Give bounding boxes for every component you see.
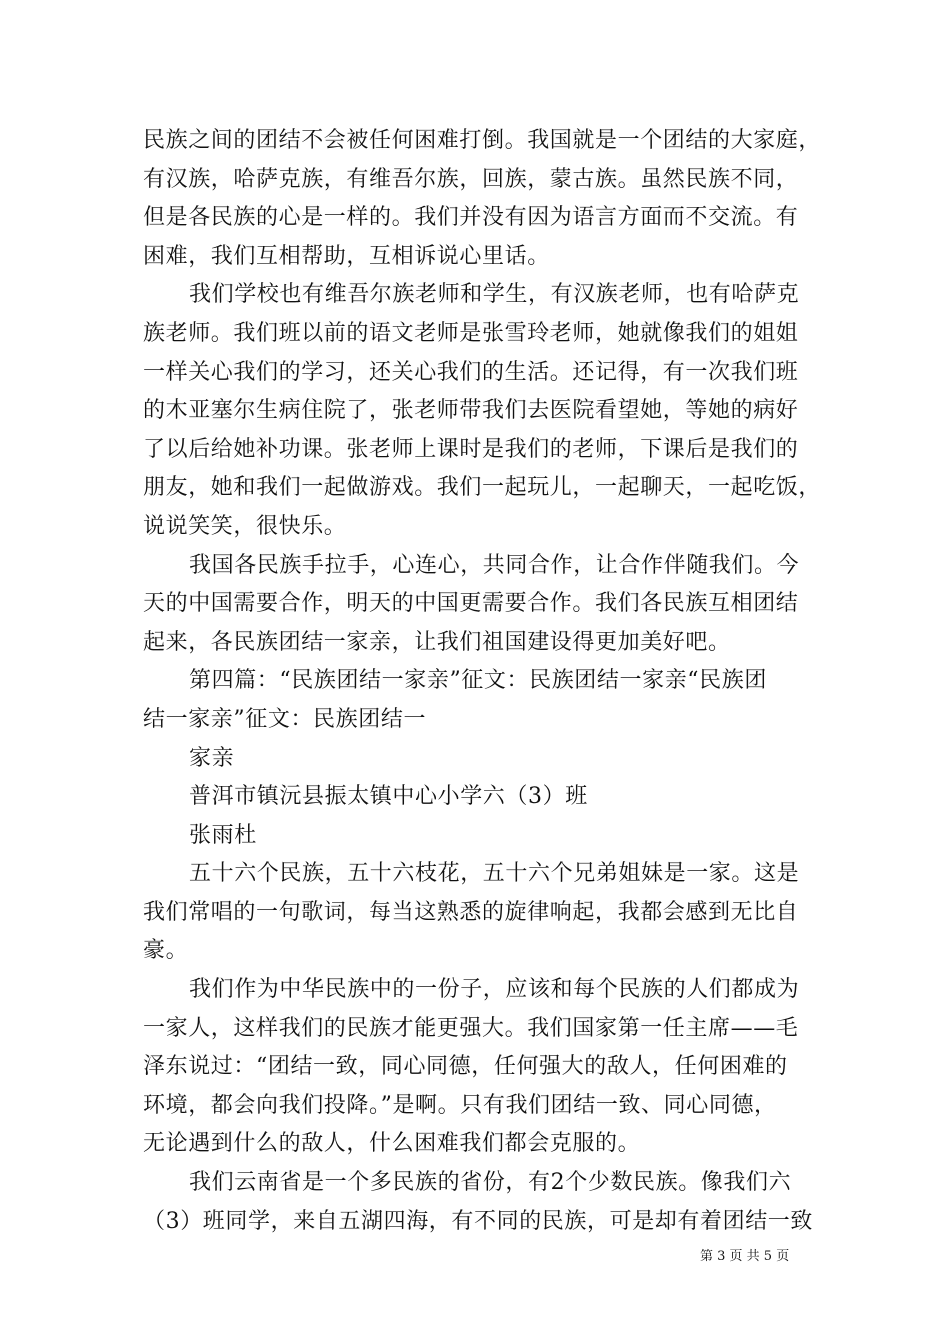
text-line: 第四篇：“民族团结一家亲”征文：民族团结一家亲“民族团 <box>189 668 767 694</box>
page-footer: 第 3 页 共 5 页 <box>700 1249 790 1264</box>
text-line: 说说笑笑，很快乐。 <box>143 513 347 539</box>
text-line: 我们作为中华民族中的一份子，应该和每个民族的人们都成为 <box>189 977 800 1003</box>
text-line: 族老师。我们班以前的语文老师是张雪玲老师，她就像我们的姐姐 <box>143 320 799 346</box>
text-line: 但是各民族的心是一样的。我们并没有因为语言方面而不交流。有 <box>143 205 799 231</box>
text-line: 五十六个民族，五十六枝花，五十六个兄弟姐妹是一家。这是 <box>189 861 800 887</box>
text-line: 豪。 <box>143 938 189 964</box>
text-line: 我们学校也有维吾尔族老师和学生，有汉族老师，也有哈萨克 <box>189 282 800 308</box>
text-line: 家亲 <box>189 745 235 771</box>
text-line: 我们云南省是一个多民族的省份，有2个少数民族。像我们六 <box>189 1170 792 1196</box>
text-line: 起来，各民族团结一家亲，让我们祖国建设得更加美好吧。 <box>143 629 731 655</box>
text-line: 有汉族，哈萨克族，有维吾尔族，回族，蒙古族。虽然民族不同， <box>143 166 799 192</box>
document-body <box>143 122 822 1241</box>
text-line: 结一家亲”征文：民族团结一 <box>143 706 427 732</box>
text-line: 的木亚塞尔生病住院了，张老师带我们去医院看望她，等她的病好 <box>143 398 799 424</box>
text-line: 普洱市镇沅县振太镇中心小学六（3）班 <box>189 784 588 810</box>
text-line: 了以后给她补功课。张老师上课时是我们的老师，下课后是我们的 <box>143 436 799 462</box>
text-line: 泽东说过：“团结一致，同心同德，任何强大的敌人，任何困难的 <box>143 1054 788 1080</box>
text-line: 环境，都会向我们投降。”是啊。只有我们团结一致、同心同德， <box>143 1092 777 1118</box>
text-line: 民族之间的团结不会被任何困难打倒。我国就是一个团结的大家庭， <box>143 128 822 153</box>
text-line: 我们常唱的一句歌词，每当这熟悉的旋律响起，我都会感到无比自 <box>143 899 799 925</box>
text-line: 张雨杜 <box>189 822 257 848</box>
text-line: 困难，我们互相帮助，互相诉说心里话。 <box>143 243 550 269</box>
text-line: 一家人，这样我们的民族才能更强大。我们国家第一任主席——毛 <box>143 1015 799 1041</box>
text-line: 一样关心我们的学习，还关心我们的生活。还记得，有一次我们班 <box>143 359 799 385</box>
text-line: 天的中国需要合作，明天的中国更需要合作。我们各民族互相团结 <box>143 591 799 617</box>
text-line: 朋友，她和我们一起做游戏。我们一起玩儿，一起聊天，一起吃饭， <box>143 475 822 501</box>
text-line: 我国各民族手拉手，心连心，共同合作，让合作伴随我们。今 <box>189 552 800 578</box>
text-line: 无论遇到什么的敌人，什么困难我们都会克服的。 <box>143 1131 641 1157</box>
text-line: （3）班同学，来自五湖四海，有不同的民族，可是却有着团结一致 <box>143 1208 813 1234</box>
